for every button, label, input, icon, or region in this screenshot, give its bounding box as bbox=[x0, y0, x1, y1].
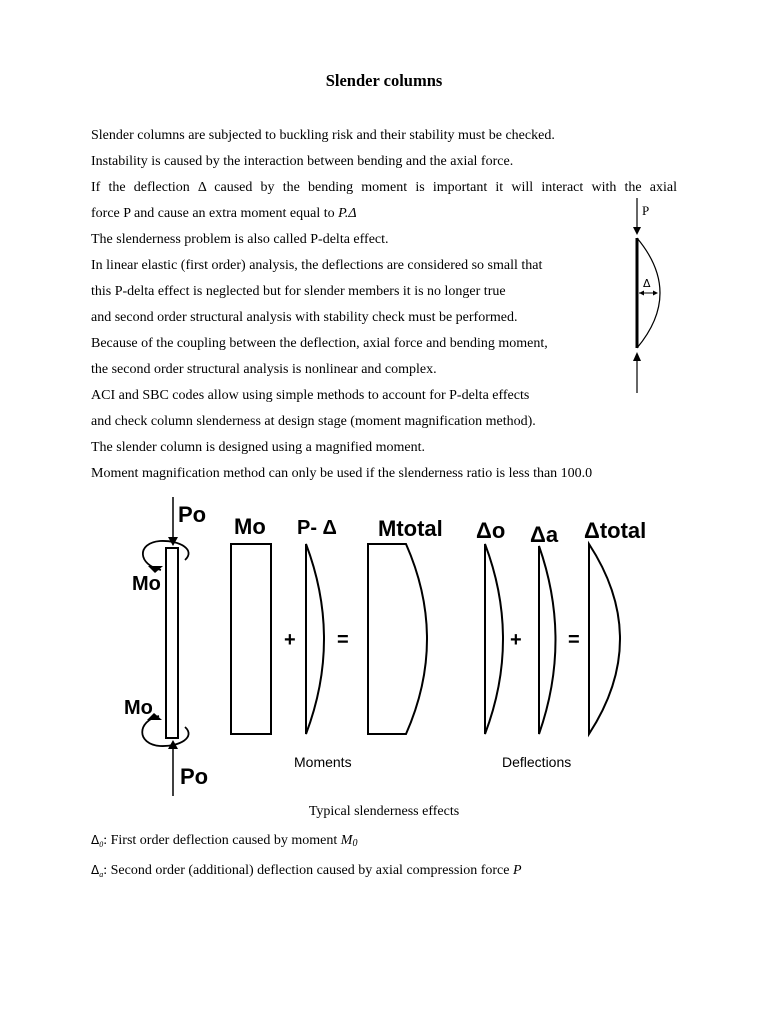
text-line: ACI and SBC codes allow using simple methods to account for P-delta effects bbox=[91, 388, 530, 403]
plus-sign: + bbox=[284, 629, 296, 651]
delta-symbol: Δ bbox=[91, 863, 100, 877]
deflection-head-delta-total: Δtotal bbox=[584, 518, 647, 543]
axial-load-label-bottom: Po bbox=[180, 764, 209, 789]
definition-variable: P bbox=[512, 863, 522, 878]
first-order-deflection-diagram bbox=[485, 544, 503, 734]
definition-variable: M bbox=[340, 833, 353, 848]
plus-sign: + bbox=[510, 629, 522, 651]
figure-caption: Typical slenderness effects bbox=[308, 804, 460, 819]
moments-label: Moments bbox=[294, 754, 352, 770]
column-member bbox=[166, 548, 178, 738]
text-line: Slender columns are subjected to buckling risk and their stability must be checked. bbox=[91, 128, 555, 143]
page-title: Slender columns bbox=[325, 71, 443, 90]
axial-load-label-top: Po bbox=[178, 502, 207, 527]
pdelta-moment-diagram bbox=[306, 544, 324, 734]
text-line: The slenderness problem is also called P-delta effect. bbox=[91, 232, 389, 247]
moment-head-mo: Mo bbox=[234, 514, 266, 539]
equals-sign: = bbox=[337, 629, 349, 651]
text-line: In linear elastic (first order) analysis, the deflections are considered so small that bbox=[91, 258, 543, 273]
text-line: and check column slenderness at design stage (moment magnification method). bbox=[91, 414, 536, 429]
definition-variable-subscript: 0 bbox=[352, 838, 358, 849]
moment-head-mtotal: Mtotal bbox=[378, 516, 443, 541]
total-moment-diagram bbox=[368, 544, 427, 734]
text-line: Instability is caused by the interaction between bending and the axial force. bbox=[91, 154, 514, 169]
moment-label-top: Mo bbox=[132, 573, 161, 595]
text-line: The slender column is designed using a magnified moment. bbox=[91, 440, 425, 455]
text-fragment: force P and cause an extra moment equal to bbox=[91, 206, 339, 221]
additional-deflection-diagram bbox=[539, 546, 556, 734]
first-order-moment-diagram bbox=[231, 544, 271, 734]
delta-subscript: a bbox=[99, 870, 104, 879]
deflection-label: Δ bbox=[643, 277, 651, 290]
load-label: P bbox=[642, 203, 650, 218]
moment-head-pdelta: P- Δ bbox=[297, 517, 337, 539]
equals-sign: = bbox=[568, 629, 580, 651]
text-line: this P-delta effect is neglected but for slender members it is no longer true bbox=[91, 284, 506, 299]
deflection-head-delta-a: Δa bbox=[530, 522, 559, 547]
text-line: Moment magnification method can only be used if the slenderness ratio is less than 100.0 bbox=[91, 466, 593, 481]
definition-delta-a bbox=[91, 863, 522, 879]
definition-text: : Second order (additional) deflection caused by axial compression force bbox=[103, 863, 513, 878]
text-line: Because of the coupling between the deflection, axial force and bending moment, bbox=[91, 336, 548, 351]
delta-symbol: Δ bbox=[91, 833, 100, 847]
extra-moment-symbol: P.Δ bbox=[338, 206, 357, 221]
deflections-label: Deflections bbox=[502, 754, 572, 770]
deflection-head-delta-o: Δo bbox=[476, 518, 506, 543]
total-deflection-diagram bbox=[589, 544, 620, 734]
delta-subscript: 0 bbox=[99, 840, 104, 849]
definition-text: : First order deflection caused by moment bbox=[103, 833, 341, 848]
text-line: the second order structural analysis is nonlinear and complex. bbox=[91, 362, 437, 377]
text-line: If the deflection Δ caused by the bending moment is important it will interact with the axial bbox=[91, 180, 677, 195]
text-line: and second order structural analysis with stability check must be performed. bbox=[91, 310, 518, 325]
moment-label-bottom: Mo bbox=[124, 697, 153, 719]
definition-delta-o bbox=[91, 833, 357, 849]
